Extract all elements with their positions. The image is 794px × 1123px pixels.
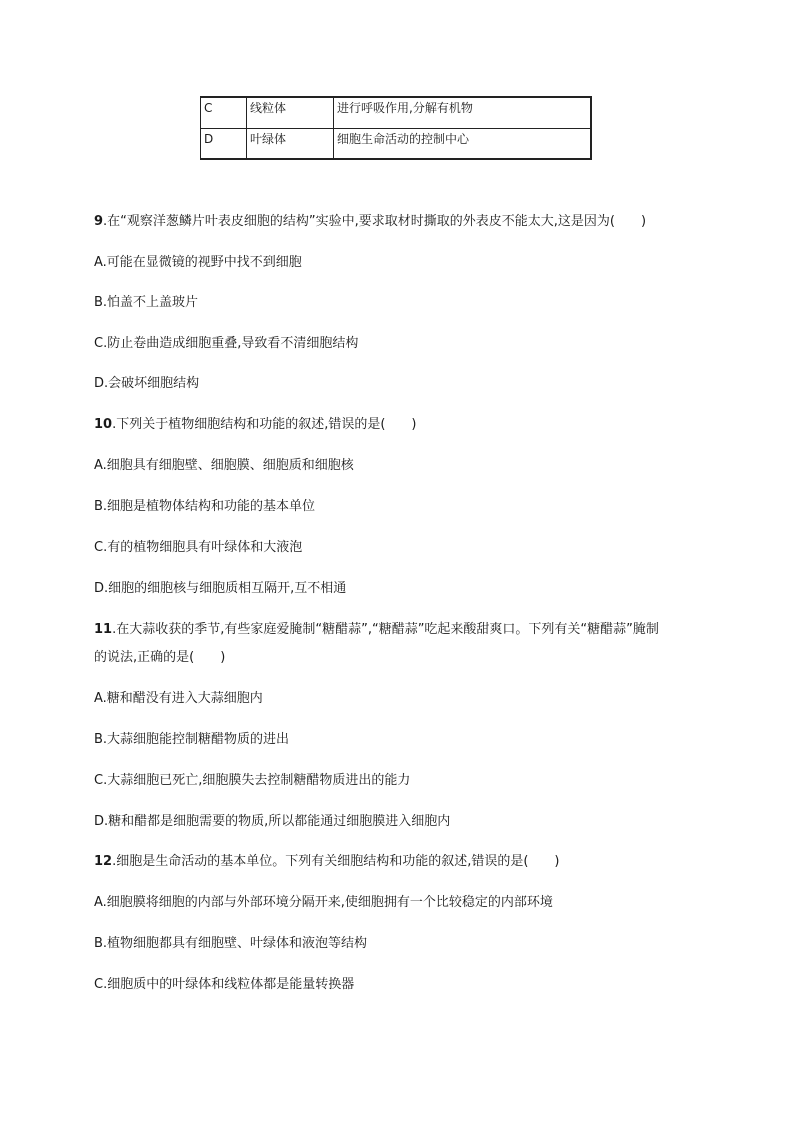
table-row xyxy=(201,97,592,128)
table-cell-function: 进行呼吸作用,分解有机物 xyxy=(334,97,592,128)
question-9-option-b: B.怕盖不上盖玻片 xyxy=(94,295,199,310)
question-10-option-b: B.细胞是植物体结构和功能的基本单位 xyxy=(94,499,316,514)
question-12-option-a: A.细胞膜将细胞的内部与外部环境分隔开来,使细胞拥有一个比较稳定的内部环境 xyxy=(94,895,553,910)
question-10-stem xyxy=(94,415,417,435)
question-9-option-c: C.防止卷曲造成细胞重叠,导致看不清细胞结构 xyxy=(94,336,359,351)
question-number: 9 xyxy=(94,214,104,229)
table-cell-option: D xyxy=(201,128,247,159)
table-cell-structure: 线粒体 xyxy=(247,97,334,128)
question-11-stem-continued: 的说法,正确的是( ) xyxy=(94,650,226,665)
table-cell-function: 细胞生命活动的控制中心 xyxy=(334,128,592,159)
question-text: .在“观察洋葱鳞片叶表皮细胞的结构”实验中,要求取材时撕取的外表皮不能太大,这是因为( ) xyxy=(103,214,647,229)
question-11-option-d: D.糖和醋都是细胞需要的物质,所以都能通过细胞膜进入细胞内 xyxy=(94,814,451,829)
table-cell-option: C xyxy=(201,97,247,128)
question-10-option-a: A.细胞具有细胞壁、细胞膜、细胞质和细胞核 xyxy=(94,458,354,473)
question-text: .在大蒜收获的季节,有些家庭爱腌制“糖醋蒜”,“糖醋蒜”吃起来酸甜爽口。下列有关“糖醋蒜”腌制 xyxy=(112,622,659,637)
question-11-option-c: C.大蒜细胞已死亡,细胞膜失去控制糖醋物质进出的能力 xyxy=(94,773,411,788)
question-12-option-c: C.细胞质中的叶绿体和线粒体都是能量转换器 xyxy=(94,977,355,992)
question-text: .细胞是生命活动的基本单位。下列有关细胞结构和功能的叙述,错误的是( ) xyxy=(112,854,560,869)
question-text: .下列关于植物细胞结构和功能的叙述,错误的是( ) xyxy=(112,417,417,432)
question-11-option-b: B.大蒜细胞能控制糖醋物质的进出 xyxy=(94,732,290,747)
question-9-stem xyxy=(94,212,646,232)
table-row xyxy=(201,128,592,159)
question-10-option-c: C.有的植物细胞具有叶绿体和大液泡 xyxy=(94,540,303,555)
question-10-option-d: D.细胞的细胞核与细胞质相互隔开,互不相通 xyxy=(94,581,347,596)
question-11-stem xyxy=(94,620,659,640)
question-11-option-a: A.糖和醋没有进入大蒜细胞内 xyxy=(94,691,263,706)
question-12-option-b: B.植物细胞都具有细胞壁、叶绿体和液泡等结构 xyxy=(94,936,368,951)
question-number: 12 xyxy=(94,854,113,869)
question-9-option-d: D.会破坏细胞结构 xyxy=(94,376,200,391)
question-9-option-a: A.可能在显微镜的视野中找不到细胞 xyxy=(94,255,302,270)
question-number: 11 xyxy=(94,622,113,637)
table-cell-structure: 叶绿体 xyxy=(247,128,334,159)
question-12-stem xyxy=(94,852,560,872)
question-number: 10 xyxy=(94,417,113,432)
answer-options-table xyxy=(200,96,592,160)
